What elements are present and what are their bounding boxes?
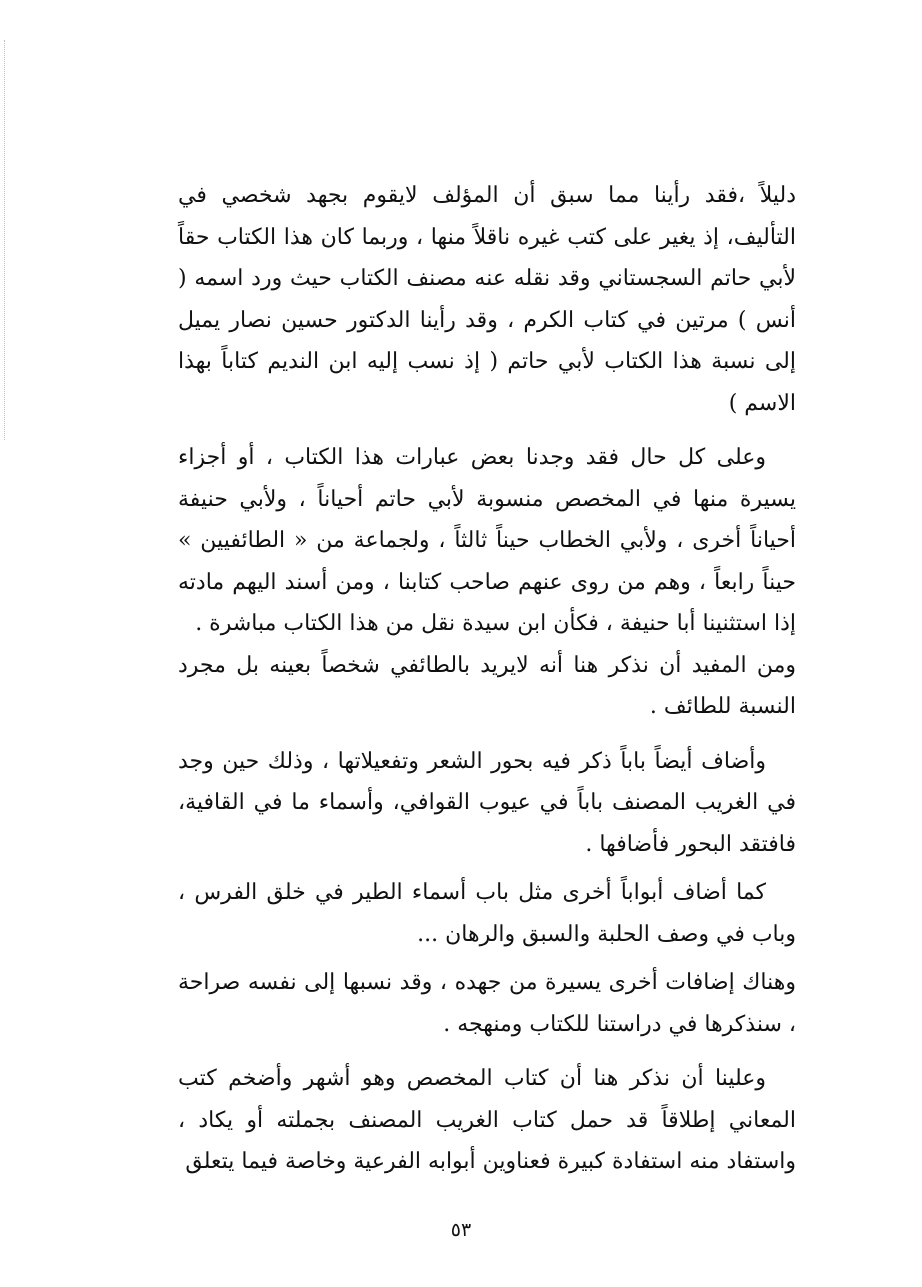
paragraph-7: وعلينا أن نذكر هنا أن كتاب المخصص وهو أشهر وأضخم كتب المعاني إطلاقاً قد حمل كتاب الغريب المصنف بجملته أو يكاد ، واستفاد منه استفادة كبيرة فعناوين أبوابه الفرعية وخاصة فيما يتعلق — [178, 1066, 796, 1174]
page-number: ٥٣ — [450, 1219, 472, 1241]
paragraph-2: وعلى كل حال فقد وجدنا بعض عبارات هذا الكتاب ، أو أجزاء يسيرة منها في المخصص منسوبة لأبي حاتم أحياناً ، ولأبي حنيفة أحياناً أخرى ، ولأبي الخطاب حيناً ثالثاً ، ولجماعة من « الطائفيين » حيناً رابعاً ، وهم من روى عنهم صاحب كتابنا ، ومن أسند اليهم مادته إذا استثنينا أبا حنيفة ، فكأن ابن سيدة نقل من هذا الكتاب مباشرة . — [178, 445, 796, 636]
paragraph-1: دليلاً ،فقد رأينا مما سبق أن المؤلف لايقوم بجهد شخصي في التأليف، إذ يغير على كتب غيره ناقلاً منها ، وربما كان هذا الكتاب حقاً لأبي حاتم السجستاني وقد نقله عنه مصنف الكتاب حيث ورد اسمه ( أنس ) مرتين في كتاب الكرم ، وقد رأينا الدكتور حسين نصار يميل إلى نسبة هذا الكتاب لأبي حاتم ( إذ نسب إليه ابن النديم كتاباً بهذا الاسم ) — [178, 183, 797, 416]
paragraph-3: ومن المفيد أن نذكر هنا أنه لايريد بالطائفي شخصاً بعينه بل مجرد النسبة للطائف . — [178, 652, 796, 719]
paragraph-5: كما أضاف أبواباً أخرى مثل باب أسماء الطير في خلق الفرس ، وباب في وصف الحلبة والسبق والرهان ... — [178, 880, 796, 947]
paragraph-4: وأضاف أيضاً باباً ذكر فيه بحور الشعر وتفعيلاتها ، وذلك حين وجد في الغريب المصنف باباً في عيوب القوافي، وأسماء ما في القافية، فافتقد البحور فأضافها . — [178, 748, 796, 857]
body-text — [178, 175, 796, 1183]
binding-edge-marks — [4, 40, 7, 440]
paragraph-6: وهناك إضافات أخرى يسيرة من جهده ، وقد نسبها إلى نفسه صراحة ، سنذكرها في دراستنا للكتاب ومنهجه . — [178, 970, 796, 1037]
